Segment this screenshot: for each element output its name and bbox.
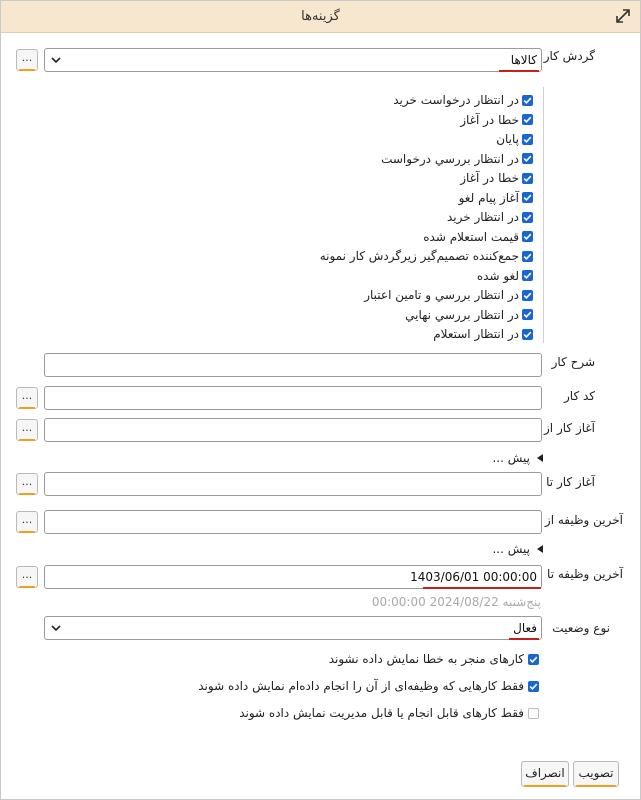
- last-task-from-more-button[interactable]: [16, 511, 38, 533]
- state-checkbox-label: آغاز پیام لغو: [458, 190, 519, 205]
- dots-label: ...: [21, 568, 33, 581]
- workflow-value-underline: [499, 70, 539, 72]
- start-to-more-button[interactable]: [16, 473, 38, 495]
- option-checkbox-row[interactable]: [239, 705, 539, 721]
- workflow-value: کالاها: [510, 53, 537, 67]
- state-checkbox-row[interactable]: [477, 268, 533, 284]
- option-checkbox-label: فقط کارهایی که وظیفه‌ای از آن را انجام داده‌ام نمایش داده شوند: [198, 679, 524, 693]
- checkbox-checked-icon[interactable]: [522, 114, 533, 125]
- advanced-toggle-1[interactable]: [492, 451, 544, 465]
- checkbox-unchecked-icon[interactable]: [528, 708, 539, 719]
- state-checkbox-row[interactable]: [496, 131, 533, 147]
- checkbox-checked-icon[interactable]: [522, 231, 533, 242]
- status-type-value: فعال: [513, 621, 537, 635]
- state-checkbox-label: قیمت استعلام شده: [423, 229, 519, 244]
- state-checkbox-row[interactable]: [320, 248, 533, 264]
- code-input[interactable]: [44, 386, 542, 410]
- option-checkbox-label: فقط کارهای قابل انجام یا قابل مدیریت نمایش داده شوند: [239, 706, 524, 720]
- advanced-toggle-2[interactable]: [492, 542, 544, 556]
- state-checkbox-row[interactable]: [460, 112, 533, 128]
- last-task-from-input[interactable]: [44, 510, 542, 534]
- last-task-to-hint: پنج‌شنبه 2024/08/22 00:00:00: [371, 595, 541, 609]
- dots-label: ...: [21, 51, 33, 64]
- description-input[interactable]: [44, 353, 542, 377]
- last-task-to-value-underline: [423, 587, 541, 589]
- dots-label: ...: [21, 513, 33, 526]
- option-checkbox-row[interactable]: [329, 651, 539, 667]
- state-checkbox-label: در انتظار بررسي و تامین اعتبار: [364, 288, 519, 302]
- code-label: کد کار: [564, 389, 595, 403]
- checkbox-checked-icon[interactable]: [522, 134, 533, 145]
- state-checkbox-row[interactable]: [405, 307, 533, 323]
- state-checkbox-row[interactable]: [460, 170, 533, 186]
- advanced-toggle-label: ... پیش: [492, 451, 530, 465]
- state-checkbox-label: در انتظار بررسي نهایي: [405, 307, 519, 322]
- workflow-more-button[interactable]: [16, 49, 38, 71]
- last-task-to-input[interactable]: [44, 565, 542, 589]
- status-type-label: نوع وضعیت: [552, 621, 610, 635]
- dots-label: ...: [21, 475, 33, 488]
- state-checkbox-row[interactable]: [423, 229, 533, 245]
- triangle-left-icon: [536, 454, 544, 462]
- last-task-from-label: آخرین وظیفه از: [544, 513, 623, 527]
- state-checkbox-label: جمع‌کننده تصمیم‌گیر زیرگردش کار نمونه: [319, 249, 519, 263]
- checkbox-checked-icon[interactable]: [522, 153, 533, 164]
- cancel-button[interactable]: [521, 761, 569, 787]
- checkbox-checked-icon[interactable]: [522, 329, 533, 340]
- state-checkbox-row[interactable]: [364, 287, 533, 303]
- state-checkbox-label: در انتظار خرید: [446, 210, 519, 224]
- state-checkbox-row[interactable]: [459, 190, 533, 206]
- state-checkbox-row[interactable]: [381, 151, 533, 167]
- checkbox-checked-icon[interactable]: [522, 192, 533, 203]
- state-checkbox-label: لغو شده: [476, 268, 519, 283]
- last-task-to-more-button[interactable]: [16, 566, 38, 588]
- checkbox-checked-icon[interactable]: [522, 290, 533, 301]
- state-checkbox-label: خطا در آغاز: [460, 171, 519, 185]
- dots-label: ...: [21, 389, 33, 402]
- chevron-down-icon: [51, 624, 61, 632]
- checkbox-checked-icon[interactable]: [522, 173, 533, 184]
- dialog-title: گزینه‌ها: [301, 9, 340, 24]
- start-from-more-button[interactable]: [16, 419, 38, 441]
- state-checkbox-row[interactable]: [447, 209, 533, 225]
- start-to-label: آغاز کار تا: [546, 475, 595, 489]
- last-task-to-value: 1403/06/01 00:00:00: [410, 570, 537, 584]
- state-checkbox-label: در انتظار درخواست خرید: [393, 93, 519, 107]
- dialog-titlebar: [1, 1, 640, 33]
- start-from-label: آغاز کار از: [544, 421, 595, 435]
- workflow-label: گردش کار: [543, 49, 595, 63]
- approve-button[interactable]: [573, 761, 619, 787]
- approve-button-label: تصویب: [578, 766, 614, 780]
- option-checkbox-label: کارهای منجر به خطا نمایش داده نشوند: [328, 652, 524, 666]
- state-checklist: [61, 87, 544, 343]
- start-from-input[interactable]: [44, 418, 542, 442]
- state-checkbox-label: پایان: [496, 132, 519, 146]
- description-label: شرح کار: [551, 355, 595, 369]
- status-type-value-underline: [509, 638, 539, 640]
- checkbox-checked-icon[interactable]: [522, 251, 533, 262]
- last-task-to-label: آخرین وظیفه تا: [547, 567, 623, 581]
- state-checkbox-label: خطا در آغاز: [460, 112, 519, 127]
- start-to-input[interactable]: [44, 472, 542, 496]
- checkbox-checked-icon[interactable]: [522, 95, 533, 106]
- status-type-select[interactable]: [44, 616, 542, 640]
- workflow-select[interactable]: [44, 48, 542, 72]
- state-checkbox-label: در انتظار بررسي درخواست: [381, 151, 519, 166]
- dots-label: ...: [21, 421, 33, 434]
- chevron-down-icon: [51, 56, 61, 64]
- triangle-left-icon: [536, 545, 544, 553]
- cancel-button-label: انصراف: [525, 766, 565, 780]
- code-more-button[interactable]: [16, 387, 38, 409]
- checkbox-checked-icon[interactable]: [522, 309, 533, 320]
- state-checkbox-label: در انتظار استعلام: [433, 327, 519, 341]
- state-checkbox-row[interactable]: [433, 326, 533, 342]
- checkbox-checked-icon[interactable]: [522, 212, 533, 223]
- checkbox-checked-icon[interactable]: [528, 681, 539, 692]
- checkbox-checked-icon[interactable]: [528, 654, 539, 665]
- checkbox-checked-icon[interactable]: [522, 270, 533, 281]
- option-checkbox-row[interactable]: [198, 678, 539, 694]
- expand-icon[interactable]: [614, 7, 632, 25]
- advanced-toggle-label: ... پیش: [492, 542, 530, 556]
- state-checkbox-row[interactable]: [393, 92, 533, 108]
